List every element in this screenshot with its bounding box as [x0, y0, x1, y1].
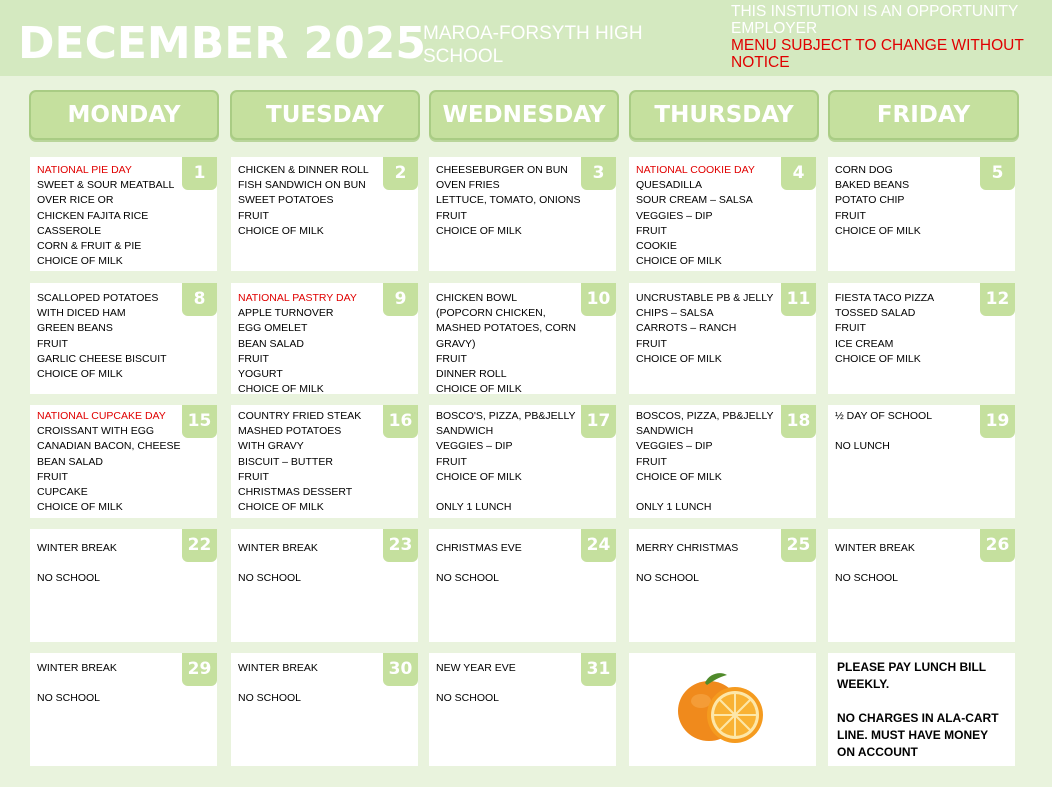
menu-item: NO SCHOOL: [636, 572, 700, 585]
day-header-wednesday: WEDNESDAY: [429, 90, 619, 140]
menu-text: [835, 541, 1011, 587]
menu-item: WINTER BREAK: [238, 662, 318, 674]
menu-item: MERRY CHRISTMAS: [636, 542, 739, 554]
date-badge: 11: [781, 283, 816, 316]
menu-item: WITH DICED HAM: [37, 307, 126, 320]
day-cell-5: [828, 157, 1015, 271]
line-gap: [436, 485, 612, 500]
day-cell-11: [629, 283, 816, 394]
orange-fruit-icon: [675, 669, 767, 750]
menu-item: FRUIT: [835, 209, 866, 222]
menu-item: WINTER BREAK: [835, 542, 915, 554]
day-cell-15: [30, 405, 217, 518]
menu-item: WITH GRAVY: [238, 440, 304, 453]
menu-item: (POPCORN CHICKEN,: [436, 307, 546, 320]
menu-item: SANDWICH: [436, 425, 494, 438]
date-badge: 15: [182, 405, 217, 438]
menu-text: [436, 409, 612, 515]
menu-text: [835, 163, 1011, 239]
menu-item: EGG OMELET: [238, 322, 308, 335]
menu-item: ½ DAY OF SCHOOL: [835, 410, 933, 422]
menu-item: OVEN FRIES: [436, 179, 500, 192]
menu-item: NO SCHOOL: [37, 572, 101, 585]
menu-text: [636, 541, 812, 587]
menu-item: NEW YEAR EVE: [436, 662, 516, 674]
menu-text: [238, 163, 414, 239]
menu-item: WINTER BREAK: [238, 542, 318, 554]
special-day-label: NATIONAL PASTRY DAY: [238, 292, 357, 304]
menu-item: MASHED POTATOES, CORN: [436, 322, 577, 335]
menu-item: CHOICE OF MILK: [37, 255, 123, 268]
day-cell-22: [30, 529, 217, 642]
menu-item: BEAN SALAD: [37, 455, 103, 468]
header-band: [0, 0, 1052, 76]
menu-item: FRUIT: [436, 352, 467, 365]
menu-item: CHOICE OF MILK: [636, 352, 722, 365]
date-badge: 31: [581, 653, 616, 686]
line-gap: [436, 556, 612, 571]
line-gap: [837, 693, 1011, 710]
menu-item: CHICKEN FAJITA RICE: [37, 209, 149, 222]
menu-item: ICE CREAM: [835, 337, 894, 350]
line-gap: [238, 556, 414, 571]
menu-text: [837, 659, 1011, 761]
menu-item: CROISSANT WITH EGG: [37, 425, 155, 438]
day-cell-8: [30, 283, 217, 394]
day-cell-31: [429, 653, 616, 766]
menu-item: DINNER ROLL: [436, 368, 507, 381]
date-badge: 30: [383, 653, 418, 686]
menu-item: TOSSED SALAD: [835, 307, 916, 320]
employer-note: THIS INSTIUTION IS AN OPPORTUNITY EMPLOYER: [731, 3, 1019, 37]
menu-item: FRUIT: [636, 224, 667, 237]
menu-item: CHICKEN BOWL: [436, 292, 518, 304]
line-gap: [37, 676, 213, 691]
day-cell-18: [629, 405, 816, 518]
menu-item: ONLY 1 LUNCH: [436, 501, 512, 514]
date-badge: 9: [383, 283, 418, 316]
menu-item: COUNTRY FRIED STEAK: [238, 410, 362, 422]
date-badge: 4: [781, 157, 816, 190]
day-cell-25: [629, 529, 816, 642]
line-gap: [636, 556, 812, 571]
day-cell-24: [429, 529, 616, 642]
date-badge: 24: [581, 529, 616, 562]
day-cell-9: [231, 283, 418, 394]
menu-item: ON ACCOUNT: [837, 745, 918, 759]
menu-item: YOGURT: [238, 368, 283, 381]
menu-item: CHOICE OF MILK: [636, 255, 722, 268]
date-badge: 29: [182, 653, 217, 686]
date-badge: 17: [581, 405, 616, 438]
menu-item: GRAVY): [436, 337, 476, 350]
menu-item: CHOICE OF MILK: [835, 352, 921, 365]
menu-item: CUPCAKE: [37, 486, 88, 499]
menu-item: FRUIT: [436, 455, 467, 468]
day-cell-23: [231, 529, 418, 642]
menu-item: CHRISTMAS DESSERT: [238, 486, 353, 499]
menu-item: BISCUIT – BUTTER: [238, 455, 333, 468]
menu-text: [238, 409, 414, 515]
menu-text: [436, 541, 612, 587]
menu-item: APPLE TURNOVER: [238, 307, 334, 320]
menu-item: FRUIT: [238, 352, 269, 365]
menu-item: FRUIT: [436, 209, 467, 222]
menu-item: FRUIT: [238, 470, 269, 483]
date-badge: 10: [581, 283, 616, 316]
day-cell-4: [629, 157, 816, 271]
menu-item: CHIPS – SALSA: [636, 307, 714, 320]
menu-item: CHOICE OF MILK: [436, 470, 522, 483]
menu-item: CHOICE OF MILK: [238, 224, 324, 237]
line-gap: [636, 485, 812, 500]
menu-item: BEAN SALAD: [238, 337, 304, 350]
menu-text: [37, 661, 213, 707]
menu-item: NO SCHOOL: [238, 692, 302, 705]
menu-text: [436, 163, 612, 239]
menu-item: CANADIAN BACON, CHEESE: [37, 440, 181, 453]
menu-item: SWEET POTATOES: [238, 194, 334, 207]
special-day-label: NATIONAL COOKIE DAY: [636, 164, 755, 176]
day-header-tuesday: TUESDAY: [230, 90, 420, 140]
menu-item: LINE. MUST HAVE MONEY: [837, 728, 989, 742]
day-header-monday: MONDAY: [29, 90, 219, 140]
date-badge: 12: [980, 283, 1015, 316]
menu-item: SWEET & SOUR MEATBALL: [37, 179, 175, 192]
line-gap: [835, 424, 1011, 439]
date-badge: 8: [182, 283, 217, 316]
orange-art-cell: [629, 653, 816, 766]
menu-item: OVER RICE OR: [37, 194, 114, 207]
menu-item: NO SCHOOL: [436, 572, 500, 585]
menu-item: NO SCHOOL: [835, 572, 899, 585]
day-header-thursday: THURSDAY: [629, 90, 819, 140]
line-gap: [436, 676, 612, 691]
menu-item: WINTER BREAK: [37, 662, 117, 674]
menu-item: FRUIT: [636, 337, 667, 350]
line-gap: [37, 556, 213, 571]
menu-item: FISH SANDWICH ON BUN: [238, 179, 366, 192]
date-badge: 26: [980, 529, 1015, 562]
menu-item: SCALLOPED POTATOES: [37, 292, 159, 304]
menu-item: GREEN BEANS: [37, 322, 113, 335]
menu-item: VEGGIES – DIP: [636, 209, 713, 222]
menu-item: MASHED POTATOES: [238, 425, 342, 438]
day-cell-12: [828, 283, 1015, 394]
menu-item: WEEKLY.: [837, 677, 890, 691]
menu-item: CHOICE OF MILK: [37, 501, 123, 514]
menu-item: NO CHARGES IN ALA-CART: [837, 711, 999, 725]
menu-item: FRUIT: [37, 337, 68, 350]
menu-change-note: MENU SUBJECT TO CHANGE WITHOUT NOTICE: [731, 37, 1024, 71]
menu-item: VEGGIES – DIP: [636, 440, 713, 453]
menu-item: CASSEROLE: [37, 224, 102, 237]
menu-item: CHOICE OF MILK: [835, 224, 921, 237]
day-header-friday: FRIDAY: [828, 90, 1019, 140]
menu-item: QUESADILLA: [636, 179, 702, 192]
menu-text: [37, 291, 213, 382]
menu-item: LETTUCE, TOMATO, ONIONS: [436, 194, 581, 207]
menu-item: NO SCHOOL: [436, 692, 500, 705]
menu-item: BOSCOS, PIZZA, PB&JELLY: [636, 410, 774, 422]
menu-item: POTATO CHIP: [835, 194, 905, 207]
day-cell-29: [30, 653, 217, 766]
menu-item: CHOICE OF MILK: [636, 470, 722, 483]
menu-item: BOSCO'S, PIZZA, PB&JELLY: [436, 410, 576, 422]
menu-item: FRUIT: [835, 322, 866, 335]
month-title: DECEMBER 2025: [18, 18, 426, 69]
date-badge: 16: [383, 405, 418, 438]
date-badge: 25: [781, 529, 816, 562]
day-cell-26: [828, 529, 1015, 642]
menu-item: FRUIT: [37, 470, 68, 483]
menu-text: [37, 163, 213, 269]
menu-item: CHOICE OF MILK: [37, 368, 123, 381]
menu-item: NO SCHOOL: [37, 692, 101, 705]
day-cell-30: [231, 653, 418, 766]
menu-item: CHOICE OF MILK: [436, 224, 522, 237]
line-gap: [835, 556, 1011, 571]
menu-text: [636, 163, 812, 269]
menu-text: [238, 661, 414, 707]
menu-item: CHOICE OF MILK: [238, 501, 324, 514]
menu-text: [636, 291, 812, 367]
menu-item: FIESTA TACO PIZZA: [835, 292, 935, 304]
menu-item: GARLIC CHEESE BISCUIT: [37, 352, 167, 365]
menu-text: [436, 661, 612, 707]
menu-item: CHEESEBURGER ON BUN: [436, 164, 568, 176]
menu-item: PLEASE PAY LUNCH BILL: [837, 660, 987, 674]
payment-note-cell: [828, 653, 1015, 766]
day-cell-16: [231, 405, 418, 518]
menu-item: CHICKEN & DINNER ROLL: [238, 164, 369, 176]
menu-item: BAKED BEANS: [835, 179, 910, 192]
line-gap: [238, 676, 414, 691]
menu-text: [238, 541, 414, 587]
menu-item: ONLY 1 LUNCH: [636, 501, 712, 514]
menu-text: [835, 409, 1011, 455]
menu-item: CARROTS – RANCH: [636, 322, 737, 335]
date-badge: 1: [182, 157, 217, 190]
special-day-label: NATIONAL CUPCAKE DAY: [37, 410, 166, 422]
menu-item: CHOICE OF MILK: [436, 383, 522, 396]
menu-item: CORN DOG: [835, 164, 893, 176]
menu-item: NO SCHOOL: [238, 572, 302, 585]
menu-item: WINTER BREAK: [37, 542, 117, 554]
menu-item: CORN & FRUIT & PIE: [37, 240, 142, 253]
menu-item: FRUIT: [636, 455, 667, 468]
menu-text: [436, 291, 612, 397]
menu-item: CHRISTMAS EVE: [436, 542, 522, 554]
day-cell-17: [429, 405, 616, 518]
date-badge: 22: [182, 529, 217, 562]
special-day-label: NATIONAL PIE DAY: [37, 164, 132, 176]
school-name: MAROA-FORSYTH HIGH SCHOOL: [423, 23, 643, 67]
menu-text: [37, 541, 213, 587]
day-cell-10: [429, 283, 616, 394]
menu-text: [636, 409, 812, 515]
menu-item: VEGGIES – DIP: [436, 440, 513, 453]
menu-text: [37, 409, 213, 515]
date-badge: 18: [781, 405, 816, 438]
date-badge: 19: [980, 405, 1015, 438]
date-badge: 2: [383, 157, 418, 190]
menu-item: SANDWICH: [636, 425, 694, 438]
menu-item: CHOICE OF MILK: [238, 383, 324, 396]
day-cell-2: [231, 157, 418, 271]
day-cell-3: [429, 157, 616, 271]
date-badge: 3: [581, 157, 616, 190]
menu-item: UNCRUSTABLE PB & JELLY: [636, 292, 774, 304]
menu-item: NO LUNCH: [835, 440, 890, 453]
menu-text: [835, 291, 1011, 367]
menu-item: COOKIE: [636, 240, 677, 253]
menu-item: SOUR CREAM – SALSA: [636, 194, 753, 207]
menu-item: FRUIT: [238, 209, 269, 222]
date-badge: 23: [383, 529, 418, 562]
date-badge: 5: [980, 157, 1015, 190]
menu-text: [238, 291, 414, 397]
day-cell-19: [828, 405, 1015, 518]
day-cell-1: [30, 157, 217, 271]
